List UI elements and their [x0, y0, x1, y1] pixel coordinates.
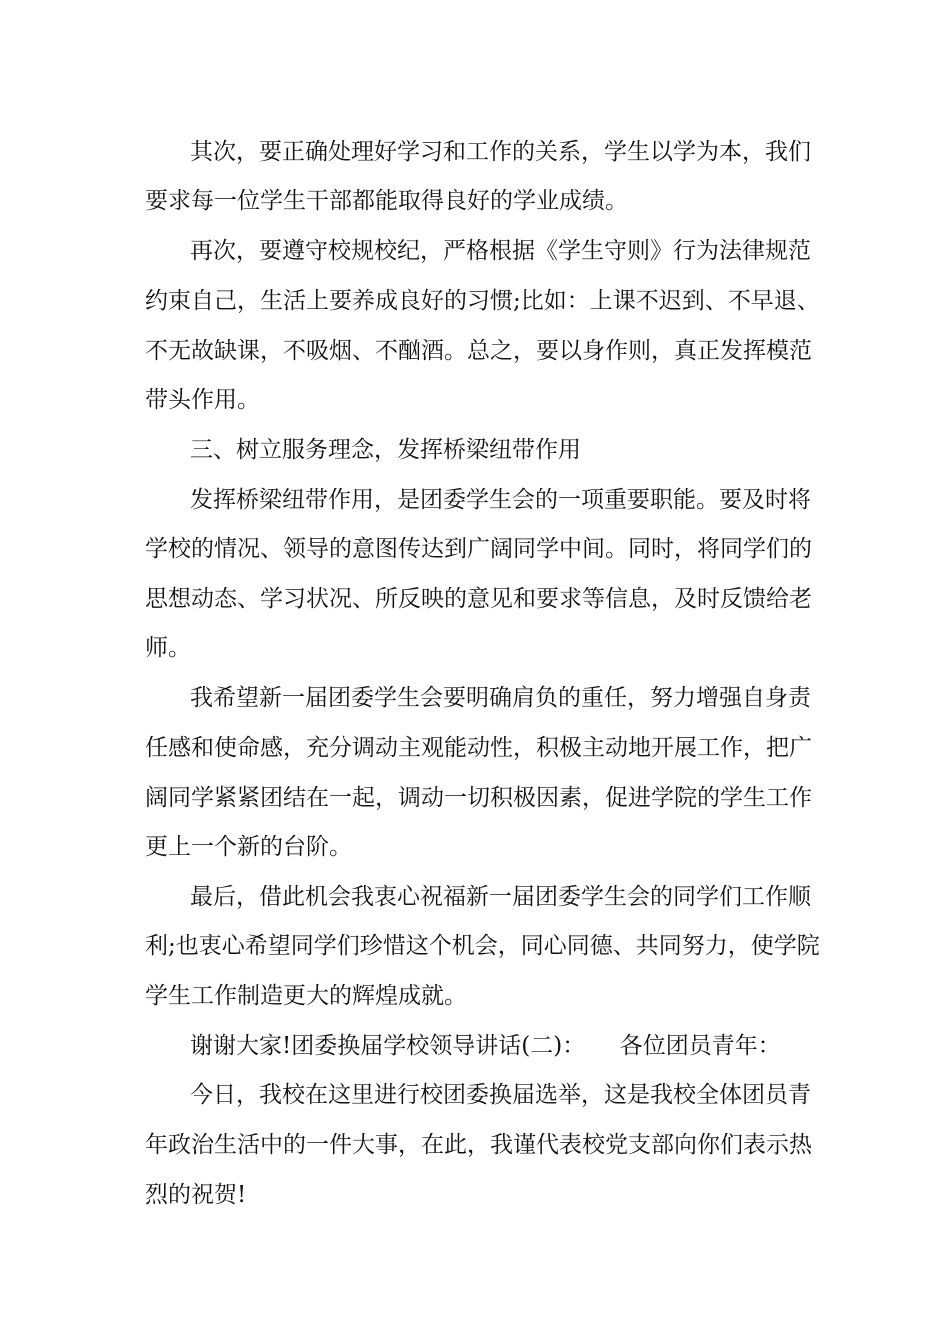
- paragraph-line: 再次，要遵守校规校纪，严格根据《学生守则》行为法律规范: [190, 238, 811, 264]
- paragraph-line: 利;也衷心希望同学们珍惜这个机会，同心同德、共同努力，使学院: [145, 933, 820, 959]
- paragraph-line: 带头作用。: [145, 387, 260, 413]
- paragraph-line: 师。: [145, 635, 191, 661]
- paragraph-line: 要求每一位学生干部都能取得良好的学业成绩。: [145, 188, 628, 214]
- paragraph-line: 任感和使命感，充分调动主观能动性，积极主动地开展工作，把广: [145, 735, 812, 761]
- paragraph-line: 学生工作制造更大的辉煌成就。: [145, 983, 467, 1009]
- paragraph-line: 阔同学紧紧团结在一起，调动一切积极因素，促进学院的学生工作: [145, 785, 812, 811]
- paragraph-line: 更上一个新的台阶。: [145, 834, 352, 860]
- speech-heading: 谢谢大家!团委换届学校领导讲话(二)： 各位团员青年：: [190, 1033, 781, 1059]
- paragraph-line: 不无故缺课，不吸烟、不酗酒。总之，要以身作则，真正发挥模范: [145, 338, 812, 364]
- paragraph-line: 发挥桥梁纽带作用，是团委学生会的一项重要职能。要及时将: [190, 487, 811, 513]
- paragraph-line: 最后，借此机会我衷心祝福新一届团委学生会的同学们工作顺: [190, 884, 811, 910]
- section-heading: 三、树立服务理念，发挥桥梁纽带作用: [190, 437, 581, 463]
- paragraph-line: 其次，要正确处理好学习和工作的关系，学生以学为本，我们: [190, 139, 811, 165]
- paragraph-line: 思想动态、学习状况、所反映的意见和要求等信息，及时反馈给老: [145, 586, 812, 612]
- paragraph-line: 年政治生活中的一件大事，在此，我谨代表校党支部向你们表示热: [145, 1132, 812, 1158]
- paragraph-line: 烈的祝贺!: [145, 1182, 247, 1208]
- paragraph-line: 我希望新一届团委学生会要明确肩负的重任，努力增强自身责: [190, 685, 811, 711]
- paragraph-line: 学校的情况、领导的意图传达到广阔同学中间。同时，将同学们的: [145, 536, 812, 562]
- paragraph-line: 约束自己，生活上要养成良好的习惯;比如：上课不迟到、不早退、: [145, 288, 820, 314]
- paragraph-line: 今日，我校在这里进行校团委换届选举，这是我校全体团员青: [190, 1082, 811, 1108]
